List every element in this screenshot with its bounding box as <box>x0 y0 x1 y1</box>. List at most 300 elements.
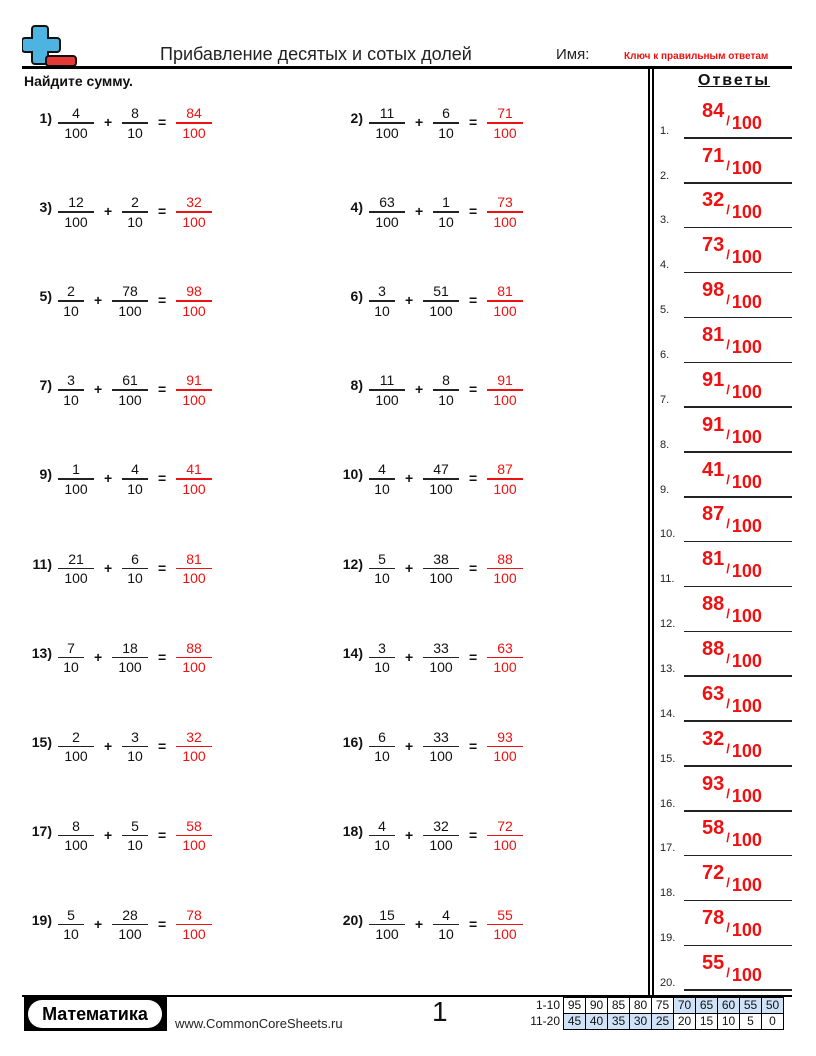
instructions: Найдите сумму. <box>24 73 133 89</box>
denominator: 100 <box>429 302 453 319</box>
denominator: 10 <box>127 837 143 854</box>
denominator: 100 <box>64 124 88 141</box>
score-cell: 65 <box>696 998 718 1014</box>
fraction-b <box>433 371 459 409</box>
answer-fraction <box>487 460 523 498</box>
answer-index: 18. <box>660 887 676 900</box>
site-url: www.CommonCoreSheets.ru <box>175 1016 343 1031</box>
denominator: 10 <box>438 124 454 141</box>
answer-denominator: 100 <box>731 695 762 716</box>
equals-sign: = <box>469 470 478 487</box>
problem <box>335 282 635 322</box>
answer-value <box>702 279 762 314</box>
answer-line <box>660 543 792 588</box>
answer-slash: / <box>726 157 730 173</box>
denominator: 10 <box>127 570 143 586</box>
answer-fraction <box>487 282 523 320</box>
problem <box>335 728 635 768</box>
numerator: 78 <box>122 283 138 300</box>
answer-index: 5. <box>660 304 670 317</box>
score-cell: 10 <box>718 1014 740 1030</box>
answer-index: 9. <box>660 483 670 496</box>
answer-slash: / <box>726 875 730 891</box>
numerator: 71 <box>497 105 513 121</box>
score-row <box>524 1014 784 1030</box>
answer-underline <box>684 989 792 991</box>
numerator: 84 <box>186 105 202 121</box>
denominator: 100 <box>118 659 142 676</box>
answer-slash: / <box>726 964 730 980</box>
problem <box>335 550 635 590</box>
denominator: 100 <box>429 570 453 586</box>
answer-numerator: 88 <box>702 637 725 660</box>
answer-value <box>702 817 762 852</box>
answer-denominator: 100 <box>731 426 762 447</box>
problem-number: 15) <box>31 733 52 750</box>
numerator: 4 <box>378 817 386 834</box>
answer-line <box>660 587 792 632</box>
problem <box>24 906 324 946</box>
answer-numerator: 88 <box>702 593 725 616</box>
answer-slash: / <box>726 247 730 263</box>
problem-number: 5) <box>39 288 52 305</box>
answer-index: 20. <box>660 976 676 989</box>
answer-denominator: 100 <box>731 381 762 402</box>
fraction-a <box>369 371 405 409</box>
numerator: 32 <box>433 817 449 834</box>
plus-sign: + <box>104 114 113 130</box>
denominator: 100 <box>64 480 88 497</box>
problem-number: 1) <box>39 110 52 126</box>
equals-sign: = <box>158 470 167 487</box>
fraction-a <box>58 817 94 855</box>
denominator: 100 <box>429 659 453 676</box>
numerator: 11 <box>379 105 395 121</box>
plus-sign: + <box>104 737 113 754</box>
numerator: 6 <box>131 550 139 567</box>
numerator: 6 <box>442 105 450 121</box>
answer-line <box>660 139 792 184</box>
name-label: Имя: <box>556 46 590 63</box>
denominator: 100 <box>493 213 517 230</box>
plus-sign: + <box>94 648 103 665</box>
answer-index: 2. <box>660 169 670 182</box>
problem-number: 7) <box>39 377 52 394</box>
fraction-b <box>423 728 459 766</box>
brand-label: Математика <box>28 1000 162 1028</box>
answer-denominator: 100 <box>731 606 762 627</box>
fraction-a <box>369 639 395 677</box>
numerator: 81 <box>497 283 513 300</box>
page-number: 1 <box>432 996 448 1027</box>
denominator: 10 <box>63 302 79 319</box>
denominator: 100 <box>493 124 517 141</box>
plus-sign: + <box>94 381 103 398</box>
fraction-b <box>433 193 459 231</box>
answer-numerator: 72 <box>702 862 725 885</box>
problem-number: 10) <box>342 466 363 483</box>
answer-index: 16. <box>660 797 676 810</box>
answer-fraction <box>176 906 212 944</box>
answer-index: 15. <box>660 752 676 765</box>
answer-numerator: 78 <box>702 907 725 930</box>
fraction-a <box>58 104 94 142</box>
numerator: 2 <box>67 283 75 300</box>
answer-fraction <box>176 193 212 231</box>
problem <box>24 104 324 144</box>
problem-number: 20) <box>342 911 363 928</box>
numerator: 91 <box>497 372 513 389</box>
plus-sign: + <box>405 737 414 754</box>
equals-sign: = <box>158 559 167 576</box>
answer-slash: / <box>726 202 730 218</box>
denominator: 100 <box>375 124 399 141</box>
score-cell: 60 <box>718 998 740 1014</box>
fraction-b <box>122 817 148 855</box>
answer-index: 1. <box>660 124 670 137</box>
denominator: 100 <box>118 302 142 319</box>
numerator: 72 <box>497 817 513 834</box>
score-cell: 15 <box>696 1014 718 1030</box>
fraction-b <box>112 906 148 944</box>
answer-fraction <box>487 817 523 855</box>
fraction-a <box>369 193 405 231</box>
answer-slash: / <box>726 920 730 936</box>
score-cell: 75 <box>652 998 674 1014</box>
fraction-a <box>369 906 405 944</box>
score-cell: 40 <box>586 1014 608 1030</box>
score-cell: 5 <box>740 1014 762 1030</box>
answer-numerator: 41 <box>702 458 725 481</box>
fraction-b <box>423 550 459 588</box>
denominator: 10 <box>374 659 390 676</box>
answer-value <box>702 144 762 180</box>
denominator: 10 <box>63 659 79 676</box>
answer-value <box>702 324 762 359</box>
plus-sign: + <box>405 648 414 665</box>
denominator: 100 <box>493 837 517 854</box>
plus-sign: + <box>104 470 113 487</box>
answer-index: 6. <box>660 349 670 362</box>
answer-line <box>660 722 792 767</box>
fraction-b <box>112 282 148 320</box>
denominator: 100 <box>182 926 206 943</box>
answer-value <box>702 503 762 538</box>
denominator: 100 <box>64 837 88 854</box>
plus-sign: + <box>94 915 103 932</box>
denominator: 100 <box>182 837 206 854</box>
numerator: 2 <box>72 728 80 745</box>
numerator: 3 <box>378 639 386 656</box>
denominator: 100 <box>493 926 517 943</box>
answer-line <box>660 273 792 318</box>
answer-slash: / <box>726 606 730 622</box>
answer-line <box>660 498 792 543</box>
equals-sign: = <box>158 114 167 130</box>
answer-value <box>702 682 762 718</box>
denominator: 10 <box>63 926 79 943</box>
answer-index: 14. <box>660 707 676 720</box>
answer-value <box>702 637 762 673</box>
score-table <box>524 997 784 1030</box>
denominator: 100 <box>493 659 517 676</box>
answer-fraction <box>176 282 212 320</box>
worksheet-title: Прибавление десятых и сотых долей <box>160 44 472 64</box>
numerator: 7 <box>67 639 75 656</box>
answer-line <box>660 812 792 857</box>
answer-denominator: 100 <box>731 830 762 851</box>
problem <box>335 104 635 144</box>
problem-number: 17) <box>31 822 52 839</box>
denominator: 10 <box>374 837 390 854</box>
answer-denominator: 100 <box>731 875 762 896</box>
score-cell: 25 <box>652 1014 674 1030</box>
answer-slash: / <box>726 381 730 397</box>
score-cell: 50 <box>762 998 784 1014</box>
numerator: 3 <box>378 283 386 300</box>
fraction-a <box>58 282 84 320</box>
denominator: 100 <box>182 570 206 586</box>
fraction-a <box>369 728 395 766</box>
fraction-a <box>58 639 84 677</box>
answer-numerator: 73 <box>702 234 725 257</box>
answer-fraction <box>176 550 212 588</box>
plus-sign: + <box>405 559 414 576</box>
answer-slash: / <box>726 112 730 128</box>
answer-slash: / <box>726 561 730 577</box>
answer-index: 8. <box>660 438 670 451</box>
answer-line <box>660 632 792 677</box>
score-cell: 45 <box>564 1014 586 1030</box>
plus-sign: + <box>104 559 113 576</box>
answer-line <box>660 318 792 363</box>
numerator: 8 <box>442 372 450 389</box>
answer-denominator: 100 <box>731 650 762 671</box>
answer-value <box>702 413 762 449</box>
numerator: 28 <box>122 906 138 923</box>
plus-sign: + <box>104 203 113 220</box>
answer-denominator: 100 <box>731 920 762 941</box>
answer-index: 13. <box>660 662 676 675</box>
answer-fraction <box>487 193 523 231</box>
answer-value <box>702 593 762 628</box>
problem-number: 16) <box>342 733 363 750</box>
answer-fraction <box>487 639 523 677</box>
numerator: 12 <box>68 194 84 211</box>
denominator: 100 <box>118 926 142 943</box>
plus-minus-logo-icon <box>22 24 80 68</box>
denominator: 100 <box>493 748 517 765</box>
equals-sign: = <box>158 203 167 220</box>
answer-denominator: 100 <box>731 337 762 358</box>
numerator: 32 <box>186 728 202 745</box>
answer-value <box>702 189 762 224</box>
numerator: 1 <box>72 461 80 478</box>
denominator: 100 <box>375 391 399 408</box>
answer-numerator: 63 <box>702 682 725 705</box>
answer-numerator: 71 <box>702 144 725 167</box>
denominator: 100 <box>493 480 517 497</box>
fraction-a <box>58 550 94 588</box>
denominator: 10 <box>127 124 143 141</box>
answer-line <box>660 901 792 946</box>
numerator: 33 <box>433 639 449 656</box>
problem-number: 14) <box>342 644 363 661</box>
score-cell: 90 <box>586 998 608 1014</box>
denominator: 100 <box>429 480 453 497</box>
answer-index: 12. <box>660 618 676 631</box>
answer-numerator: 81 <box>702 548 725 571</box>
answer-denominator: 100 <box>731 292 762 313</box>
problem-number: 13) <box>31 644 52 661</box>
answer-denominator: 100 <box>731 561 762 582</box>
fraction-b <box>433 104 459 142</box>
numerator: 6 <box>378 728 386 745</box>
answer-denominator: 100 <box>731 112 762 133</box>
denominator: 100 <box>182 124 206 141</box>
fraction-a <box>369 817 395 855</box>
answer-slash: / <box>726 830 730 846</box>
answer-value <box>702 907 762 942</box>
answer-value <box>702 548 762 583</box>
denominator: 100 <box>64 570 88 586</box>
answer-numerator: 91 <box>702 368 725 391</box>
answer-slash: / <box>726 516 730 532</box>
fraction-b <box>433 906 459 944</box>
fraction-b <box>122 728 148 766</box>
equals-sign: = <box>469 559 478 576</box>
fraction-b <box>423 639 459 677</box>
answer-line <box>660 856 792 901</box>
equals-sign: = <box>469 648 478 665</box>
score-cell: 35 <box>608 1014 630 1030</box>
problem <box>24 550 324 590</box>
numerator: 98 <box>186 283 202 300</box>
numerator: 2 <box>131 194 139 211</box>
answer-value <box>702 368 762 404</box>
numerator: 4 <box>378 461 386 478</box>
numerator: 8 <box>72 817 80 834</box>
fraction-b <box>423 282 459 320</box>
numerator: 51 <box>433 283 449 300</box>
fraction-a <box>369 282 395 320</box>
answer-value <box>702 727 762 763</box>
denominator: 10 <box>374 748 390 765</box>
problem-number: 3) <box>39 199 52 216</box>
answer-numerator: 32 <box>702 189 725 212</box>
numerator: 93 <box>497 728 513 745</box>
answer-numerator: 98 <box>702 279 725 302</box>
answer-fraction <box>176 728 212 766</box>
answer-denominator: 100 <box>731 740 762 761</box>
answer-value <box>702 458 762 494</box>
answer-denominator: 100 <box>731 471 762 492</box>
answer-numerator: 55 <box>702 951 725 974</box>
fraction-b <box>112 639 148 677</box>
numerator: 87 <box>497 461 513 478</box>
answer-fraction <box>176 371 212 409</box>
answer-line <box>660 408 792 453</box>
answer-slash: / <box>726 785 730 801</box>
score-row <box>524 998 784 1014</box>
numerator: 8 <box>131 105 139 121</box>
numerator: 78 <box>186 906 202 923</box>
answer-numerator: 58 <box>702 817 725 840</box>
numerator: 81 <box>186 550 202 567</box>
answer-numerator: 91 <box>702 413 725 436</box>
answer-line <box>660 453 792 498</box>
answer-line <box>660 767 792 812</box>
answer-fraction <box>176 104 212 142</box>
answer-numerator: 81 <box>702 324 725 347</box>
numerator: 63 <box>497 639 513 656</box>
denominator: 100 <box>182 659 206 676</box>
numerator: 58 <box>186 817 202 834</box>
denominator: 10 <box>127 480 143 497</box>
problem-number: 8) <box>350 377 363 394</box>
score-cell: 70 <box>674 998 696 1014</box>
fraction-a <box>369 550 395 588</box>
denominator: 10 <box>438 926 454 943</box>
answer-line <box>660 946 792 991</box>
numerator: 4 <box>442 906 450 923</box>
problem <box>24 193 324 233</box>
answer-value <box>702 234 762 269</box>
denominator: 100 <box>64 213 88 230</box>
problem-number: 12) <box>342 555 363 572</box>
numerator: 63 <box>379 194 395 211</box>
score-row-label: 11-20 <box>530 1014 560 1028</box>
answer-slash: / <box>726 337 730 353</box>
score-cell: 95 <box>564 998 586 1014</box>
fraction-b <box>112 371 148 409</box>
numerator: 5 <box>378 550 386 567</box>
answer-index: 17. <box>660 842 676 855</box>
fraction-a <box>58 728 94 766</box>
answer-index: 10. <box>660 528 676 541</box>
numerator: 47 <box>433 461 449 478</box>
answer-denominator: 100 <box>731 516 762 537</box>
denominator: 100 <box>493 570 517 586</box>
plus-sign: + <box>104 826 113 843</box>
answer-line <box>660 363 792 408</box>
answer-numerator: 84 <box>702 99 725 122</box>
score-cell: 55 <box>740 998 762 1014</box>
denominator: 10 <box>374 302 390 319</box>
numerator: 11 <box>379 372 395 389</box>
problem <box>24 460 324 500</box>
equals-sign: = <box>158 737 167 754</box>
answers-divider <box>652 69 654 997</box>
answer-fraction <box>176 460 212 498</box>
fraction-a <box>58 460 94 498</box>
equals-sign: = <box>469 203 478 220</box>
answer-slash: / <box>726 471 730 487</box>
problem <box>335 371 635 411</box>
problem <box>335 639 635 679</box>
score-cell: 80 <box>630 998 652 1014</box>
equals-sign: = <box>158 292 167 309</box>
equals-sign: = <box>469 826 478 843</box>
numerator: 21 <box>68 550 84 567</box>
score-row-label: 1-10 <box>535 998 560 1012</box>
numerator: 32 <box>186 194 202 211</box>
answer-fraction <box>176 817 212 855</box>
fraction-a <box>58 371 84 409</box>
header-divider <box>22 66 792 69</box>
denominator: 100 <box>182 391 206 408</box>
equals-sign: = <box>158 648 167 665</box>
